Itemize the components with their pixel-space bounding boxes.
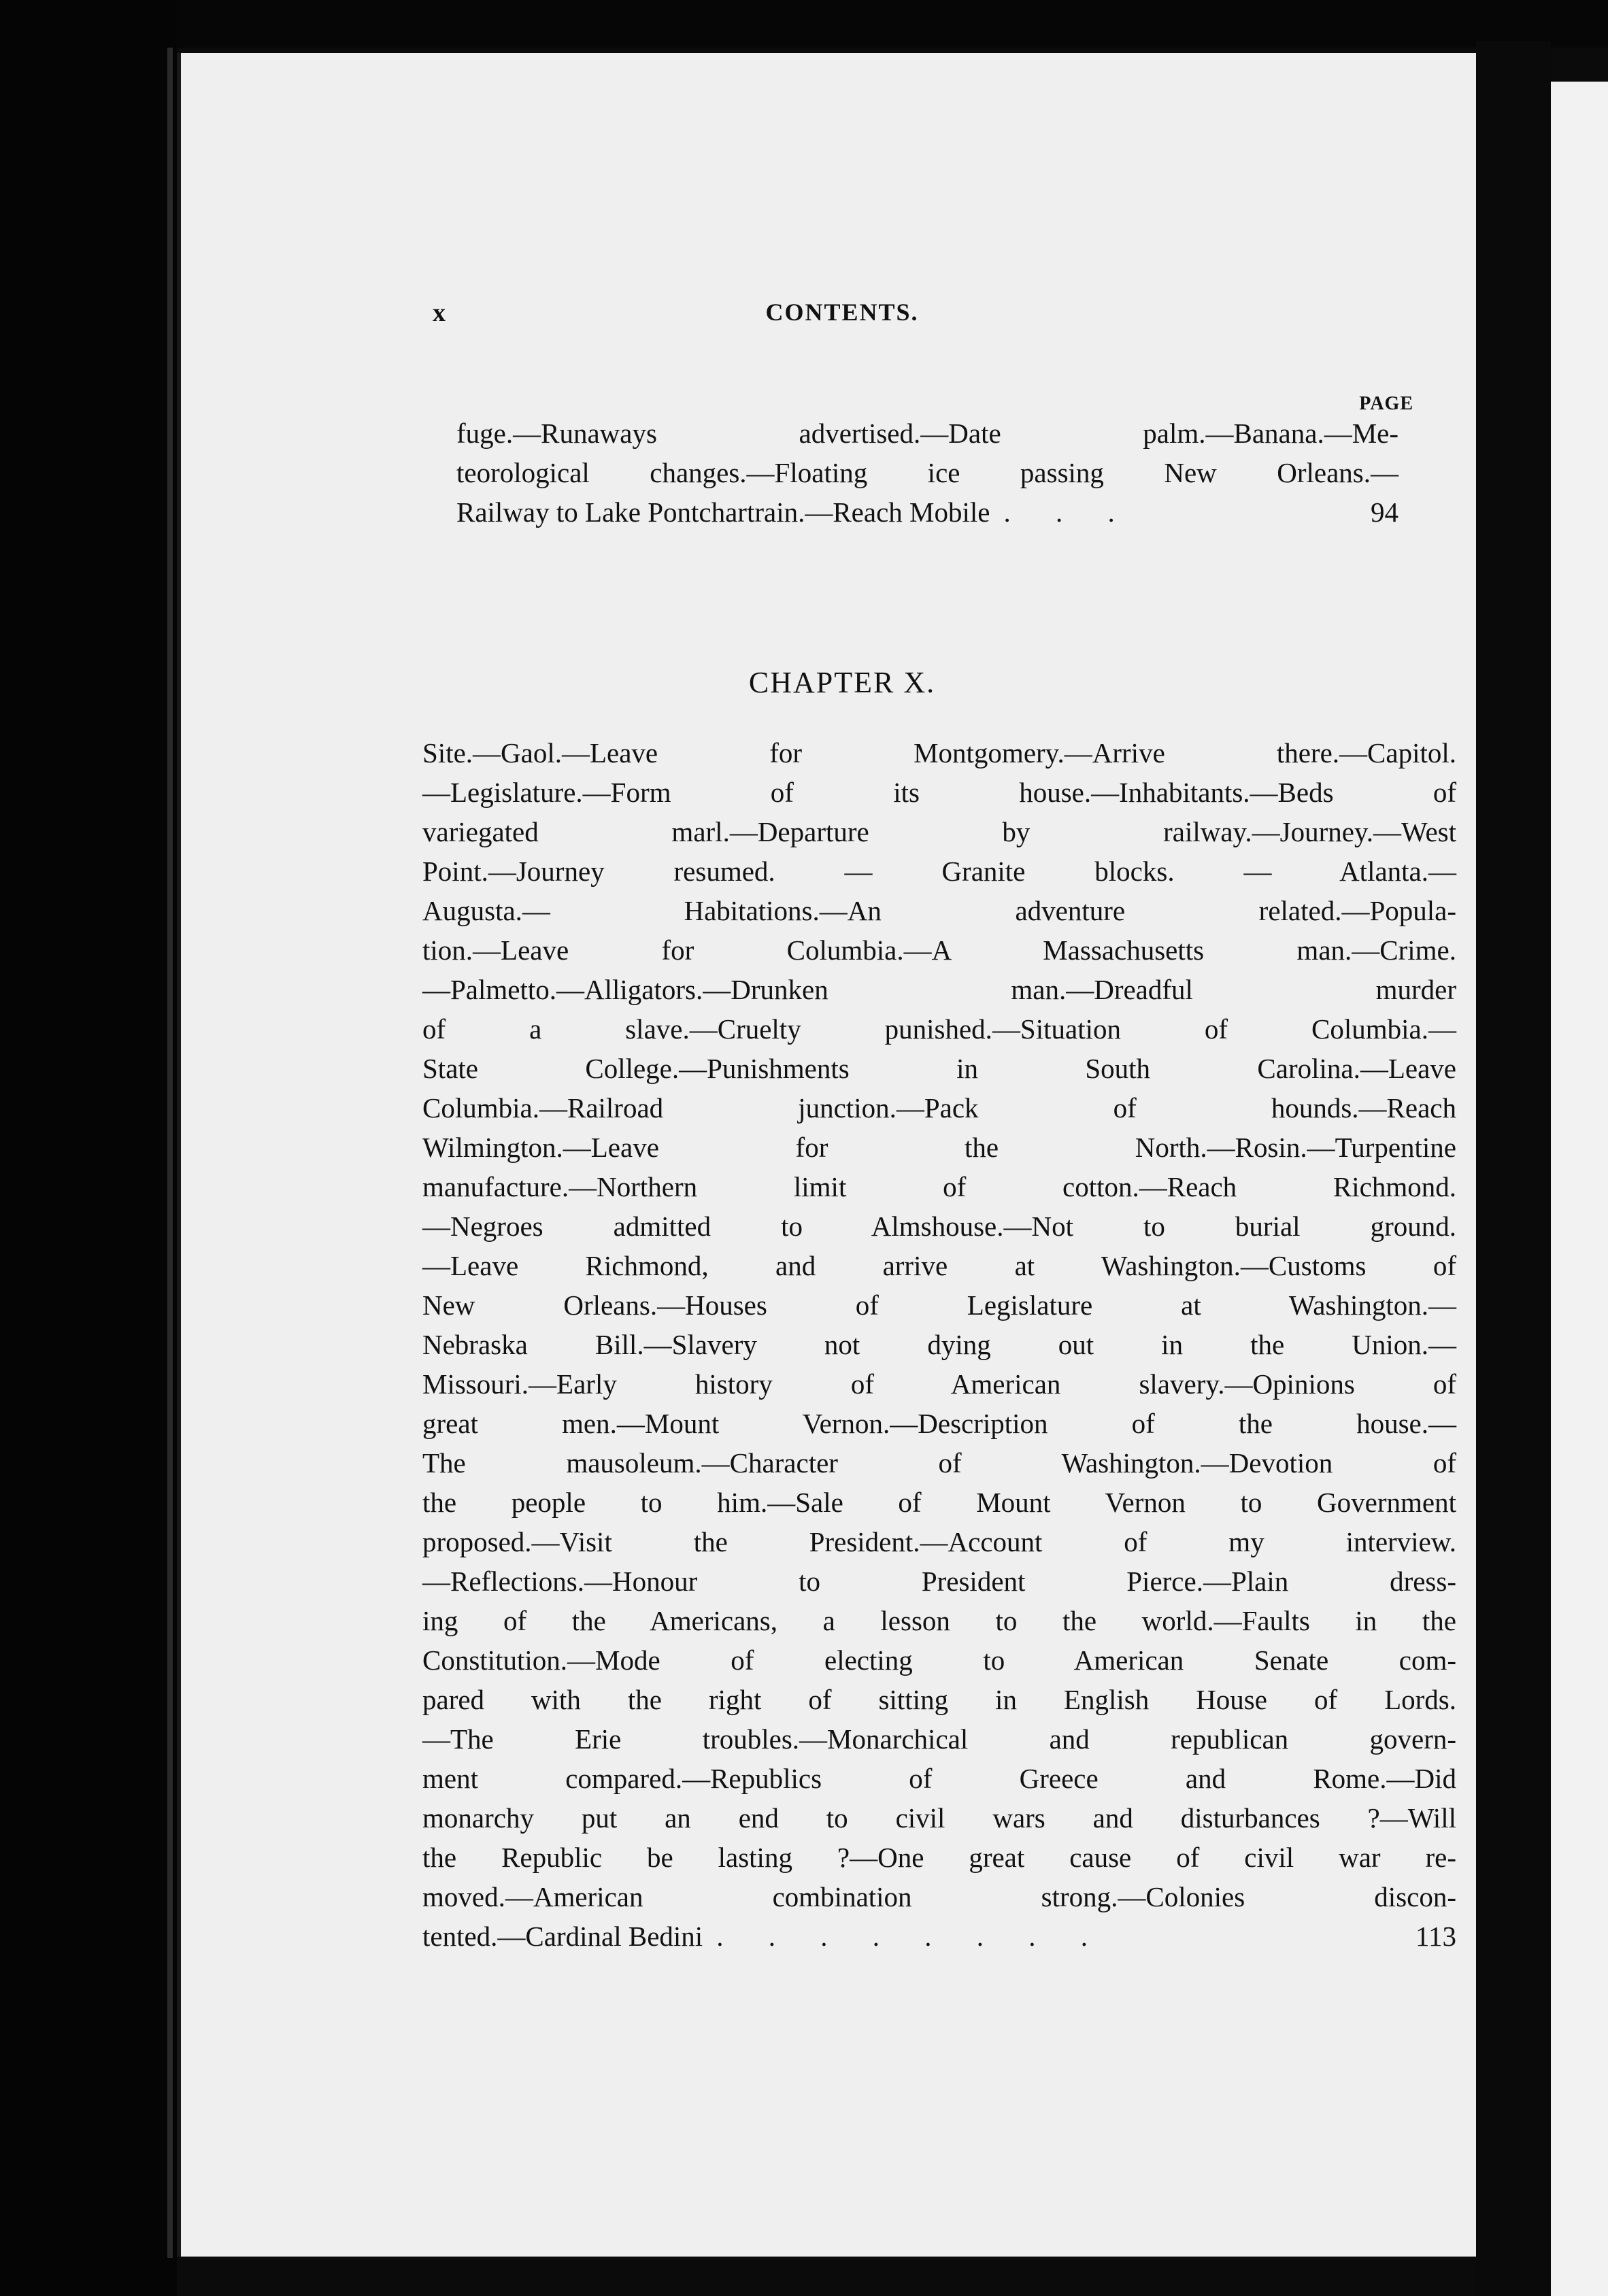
page-edge [167, 48, 173, 2258]
contents-line: moved.—American combination strong.—Colonies discon- [422, 1881, 1456, 1912]
page-folio: x [433, 299, 446, 327]
contents-line: monarchy put an end to civil wars and disturbances ?—Will [422, 1802, 1456, 1834]
entry-text: Railway to Lake Pontchartrain.—Reach Mobile [456, 496, 990, 528]
contents-line: of a slave.—Cruelty punished.—Situation of Columbia.— [422, 1013, 1456, 1045]
contents-entry-last-line [456, 492, 1398, 532]
book-gutter [1476, 41, 1551, 2296]
entry-page-number: 94 [1371, 496, 1398, 528]
contents-line: variegated marl.—Departure by railway.—Journey.—West [422, 816, 1456, 847]
contents-line: the Republic be lasting ?—One great cause of civil war re- [422, 1842, 1456, 1873]
contents-line: pared with the right of sitting in English House of Lords. [422, 1684, 1456, 1715]
chapter-heading: CHAPTER X. [748, 666, 936, 699]
book-page [177, 53, 1476, 2257]
contents-line: proposed.—Visit the President.—Account of my interview. [422, 1526, 1456, 1557]
entry-text: tented.—Cardinal Bedini [422, 1921, 703, 1952]
contents-line: —Reflections.—Honour to President Pierce.—Plain dress- [422, 1566, 1456, 1597]
contents-line: ment compared.—Republics of Greece and Rome.—Did [422, 1763, 1456, 1794]
contents-line: —Negroes admitted to Almshouse.—Not to burial ground. [422, 1211, 1456, 1242]
contents-line: Point.—Journey resumed. — Granite blocks. — Atlanta.— [422, 856, 1456, 887]
contents-line: Nebraska Bill.—Slavery not dying out in the Union.— [422, 1329, 1456, 1360]
contents-line: Site.—Gaol.—Leave for Montgomery.—Arrive there.—Capitol. [422, 737, 1456, 769]
contents-entry-previous [456, 413, 1398, 532]
scan-top-shadow [0, 0, 1608, 48]
contents-line: The mausoleum.—Character of Washington.—Devotion of [422, 1447, 1456, 1479]
facing-page-edge [1551, 82, 1608, 2296]
scan-left-shadow [0, 0, 177, 2296]
contents-entry-chapter-x [422, 733, 1456, 1956]
contents-line: —Leave Richmond, and arrive at Washington.—Customs of [422, 1250, 1456, 1281]
contents-line: Constitution.—Mode of electing to American Senate com- [422, 1644, 1456, 1676]
contents-line: New Orleans.—Houses of Legislature at Washington.— [422, 1289, 1456, 1321]
entry-page-number: 113 [1416, 1921, 1456, 1952]
contents-line: State College.—Punishments in South Carolina.—Leave [422, 1053, 1456, 1084]
contents-line: fuge.—Runaways advertised.—Date palm.—Banana.—Me- [456, 418, 1398, 449]
dot-leader: . . . . . . . . [716, 1921, 1107, 1952]
contents-line: Columbia.—Railroad junction.—Pack of hounds.—Reach [422, 1092, 1456, 1124]
page-title: CONTENTS. [765, 299, 919, 326]
contents-line: tion.—Leave for Columbia.—A Massachusetts man.—Crime. [422, 934, 1456, 966]
page-column-heading: PAGE [1359, 393, 1413, 414]
contents-line: Wilmington.—Leave for the North.—Rosin.—Turpentine [422, 1132, 1456, 1163]
contents-line: —The Erie troubles.—Monarchical and republican govern- [422, 1723, 1456, 1755]
contents-line: manufacture.—Northern limit of cotton.—Reach Richmond. [422, 1171, 1456, 1202]
dot-leader: . . . [1003, 496, 1134, 528]
running-head [181, 298, 1476, 339]
contents-line: —Legislature.—Form of its house.—Inhabitants.—Beds of [422, 777, 1456, 808]
contents-line: ing of the Americans, a lesson to the world.—Faults in the [422, 1605, 1456, 1636]
contents-line: great men.—Mount Vernon.—Description of the house.— [422, 1408, 1456, 1439]
contents-line: teorological changes.—Floating ice passing New Orleans.— [456, 457, 1398, 488]
contents-line: Missouri.—Early history of American slavery.—Opinions of [422, 1368, 1456, 1400]
contents-line: Augusta.— Habitations.—An adventure related.—Popula- [422, 895, 1456, 926]
contents-entry-last-line [422, 1917, 1456, 1956]
contents-line: —Palmetto.—Alligators.—Drunken man.—Dreadful murder [422, 974, 1456, 1005]
contents-line: the people to him.—Sale of Mount Vernon to Government [422, 1487, 1456, 1518]
